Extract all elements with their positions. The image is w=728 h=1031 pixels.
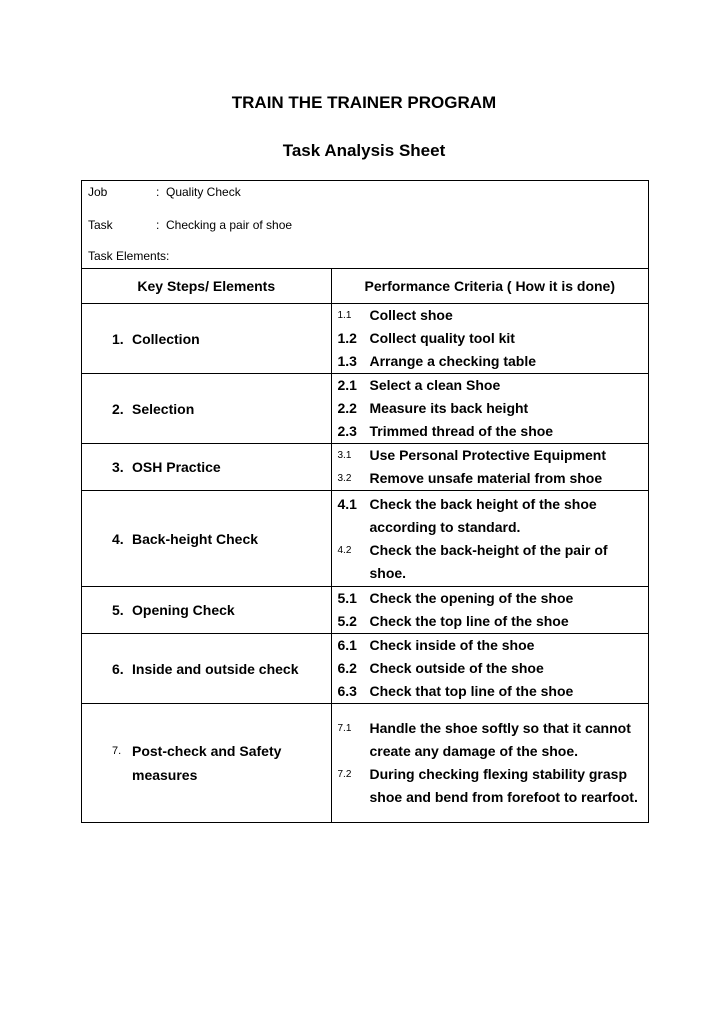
task-label: Task <box>88 218 113 232</box>
criterion-text: Check the top line of the shoe <box>369 613 569 629</box>
key-step-number: 6. <box>112 660 124 677</box>
table-row <box>82 704 648 822</box>
key-step-label: Inside and outside check <box>132 660 299 677</box>
criterion-text: Check inside of the shoe <box>369 637 535 653</box>
criterion <box>338 657 643 680</box>
job-line <box>88 185 241 199</box>
key-step-cell <box>82 444 331 491</box>
task-value: Checking a pair of shoe <box>166 218 293 232</box>
criteria-cell <box>331 587 648 634</box>
criteria-cell <box>331 304 648 374</box>
key-step <box>82 527 331 551</box>
criterion-text: Arrange a checking table <box>369 353 537 369</box>
key-step-cell <box>82 491 331 587</box>
table-row <box>82 444 648 491</box>
table-row <box>82 374 648 444</box>
criteria-cell <box>331 444 648 491</box>
sheet-meta <box>82 181 648 268</box>
table-row <box>82 587 648 634</box>
key-step-label: Selection <box>132 400 195 417</box>
key-step-cell <box>82 704 331 822</box>
key-step-cell <box>82 304 331 374</box>
key-step-label: Opening Check <box>132 602 235 618</box>
criterion-number: 5.2 <box>337 613 357 629</box>
key-step <box>82 397 331 421</box>
key-step-number: 7. <box>112 744 122 757</box>
job-value: Quality Check <box>166 185 241 199</box>
criterion-number: 7.1 <box>337 722 352 734</box>
criteria-cell <box>331 374 648 444</box>
criterion <box>338 374 643 397</box>
key-step-label: Collection <box>132 330 200 347</box>
criterion-text: Check the back height of the shoe according to standard. <box>369 495 597 535</box>
key-step <box>82 455 331 479</box>
criterion-text: Trimmed thread of the shoe <box>369 423 554 439</box>
key-step-cell <box>82 634 331 704</box>
criterion-number: 2.3 <box>337 423 357 439</box>
criterion-text: Select a clean Shoe <box>369 377 501 393</box>
criterion-text: Check that top line of the shoe <box>369 683 574 699</box>
criterion-number: 5.1 <box>337 590 357 606</box>
criterion-number: 3.1 <box>337 450 352 461</box>
table-row <box>82 634 648 704</box>
criteria-cell <box>331 491 648 587</box>
criterion-number: 2.1 <box>337 377 357 393</box>
job-separator: : <box>156 185 160 199</box>
criterion-text: Check the back-height of the pair of shoe. <box>369 541 608 581</box>
criterion-number: 1.3 <box>337 353 357 369</box>
criterion-number: 4.1 <box>337 495 357 512</box>
table-row <box>82 491 648 587</box>
table-row <box>82 304 648 374</box>
criterion-number: 2.2 <box>337 400 357 416</box>
column-header-steps: Key Steps/ Elements <box>82 269 331 304</box>
criterion-text: Check the opening of the shoe <box>369 590 574 606</box>
job-label: Job <box>88 185 108 199</box>
criterion <box>338 587 643 610</box>
criterion-number: 6.3 <box>337 683 357 699</box>
criteria-cell <box>331 704 648 822</box>
criterion <box>338 304 643 327</box>
key-step-label: OSH Practice <box>132 459 221 475</box>
page-title: TRAIN THE TRAINER PROGRAM <box>231 93 497 112</box>
criterion <box>338 763 643 809</box>
key-step-number: 4. <box>112 530 124 547</box>
key-step-cell <box>82 587 331 634</box>
key-step-number: 2. <box>112 400 124 417</box>
criterion-number: 7.2 <box>337 768 352 780</box>
criterion-number: 3.2 <box>337 473 352 484</box>
key-step-cell <box>82 374 331 444</box>
criterion-number: 6.2 <box>337 660 357 676</box>
key-step-number: 1. <box>112 330 124 347</box>
key-step <box>82 739 331 787</box>
table-body <box>82 304 648 822</box>
criterion-text: Measure its back height <box>369 400 529 416</box>
key-step-number: 5. <box>112 602 124 618</box>
criterion <box>338 420 643 443</box>
task-elements-label: Task Elements: <box>88 249 170 263</box>
task-line <box>88 218 292 232</box>
key-step-label: Post-check and Safety measures <box>132 742 282 783</box>
criterion <box>338 634 643 657</box>
key-step-label: Back-height Check <box>132 530 259 547</box>
criterion <box>338 539 643 585</box>
criterion-text: Collect quality tool kit <box>369 330 515 346</box>
page-subtitle: Task Analysis Sheet <box>282 141 446 160</box>
criterion-text: Use Personal Protective Equipment <box>369 447 607 463</box>
column-header-criteria: Performance Criteria ( How it is done) <box>331 269 648 304</box>
criterion-text: Remove unsafe material from shoe <box>369 470 603 486</box>
criterion-text: Check outside of the shoe <box>369 660 544 676</box>
criterion-number: 6.1 <box>337 637 357 653</box>
criterion <box>338 493 643 539</box>
key-step-number: 3. <box>112 459 124 475</box>
task-separator: : <box>156 218 160 232</box>
criterion <box>338 680 643 703</box>
criterion <box>338 397 643 420</box>
criterion <box>338 350 643 373</box>
key-step <box>82 598 331 622</box>
criterion <box>338 444 643 467</box>
task-analysis-sheet <box>81 180 649 823</box>
criterion-number: 1.2 <box>337 330 357 346</box>
criterion-number: 4.2 <box>337 544 352 556</box>
table-header-row <box>82 269 648 304</box>
key-step <box>82 327 331 351</box>
criterion <box>338 717 643 763</box>
criterion <box>338 467 643 490</box>
key-step <box>82 657 331 681</box>
criterion <box>338 327 643 350</box>
criterion-number: 1.1 <box>337 310 352 321</box>
criterion-text: Collect shoe <box>369 307 453 323</box>
criterion-text: During checking flexing stability grasp shoe and bend from forefoot to rearfoot. <box>369 765 638 805</box>
task-table <box>82 268 648 822</box>
criteria-cell <box>331 634 648 704</box>
criterion <box>338 610 643 633</box>
criterion-text: Handle the shoe softly so that it cannot create any damage of the shoe. <box>369 719 631 759</box>
